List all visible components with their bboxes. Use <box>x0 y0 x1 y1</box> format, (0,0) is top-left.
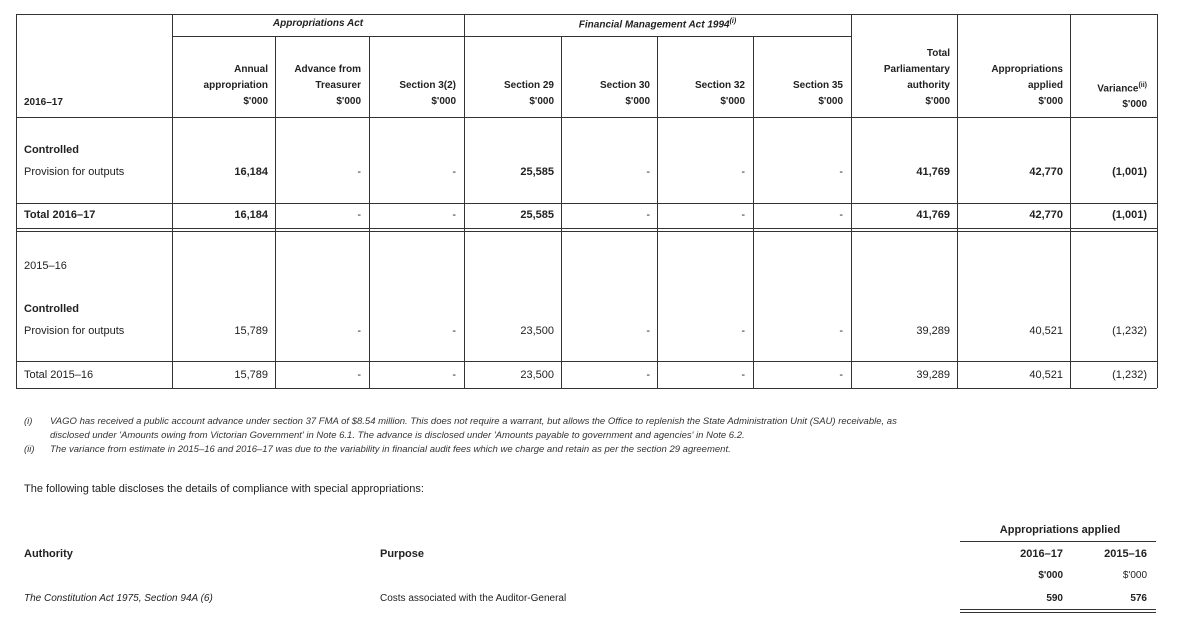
col-header-line: authority <box>907 80 950 91</box>
cell-section-29: 25,585 <box>520 209 554 221</box>
special-group-header: Appropriations applied <box>999 524 1121 536</box>
cell-section-32: - <box>741 325 745 337</box>
group-header-appropriations-act: Appropriations Act <box>272 18 364 29</box>
cell-section-29: 25,585 <box>520 166 554 178</box>
cell-variance: (1,232) <box>1112 369 1147 381</box>
section-controlled-2017: Controlled <box>24 144 79 156</box>
col-header-line: $'000 <box>818 96 843 107</box>
cell-section-3-2: - <box>452 209 456 221</box>
col-header-line: Section 29 <box>503 80 554 91</box>
cell-advance: - <box>357 209 361 221</box>
col-header-line: Total <box>926 48 950 59</box>
cell-section-32: - <box>741 166 745 178</box>
special-value-2: 576 <box>1130 593 1147 604</box>
cell-section-32: - <box>741 209 745 221</box>
cell-annual: 16,184 <box>234 209 268 221</box>
special-unit-2: $'000 <box>1122 570 1147 581</box>
footnote-2-marker: (ii) <box>24 444 35 455</box>
footnote-1-marker: (i) <box>24 416 33 427</box>
cell-applied: 42,770 <box>1029 209 1063 221</box>
cell-section-30: - <box>646 209 650 221</box>
cell-section-29: 23,500 <box>520 325 554 337</box>
col-header-line: $'000 <box>431 96 456 107</box>
special-year-1: 2016–17 <box>1020 548 1063 560</box>
special-purpose-header: Purpose <box>380 548 425 560</box>
cell-section-30: - <box>646 325 650 337</box>
cell-total-authority: 39,289 <box>916 369 950 381</box>
section-year-2016: 2015–16 <box>24 260 67 272</box>
col-header-variance-note: (ii) <box>1138 82 1147 89</box>
cell-advance: - <box>357 325 361 337</box>
footnote-2-line-1: The variance from estimate in 2015–16 and 2016–17 was due to the variability in financial audit fees which we charge and retain as per the section 29 agreement. <box>50 444 731 455</box>
footnote-1-line-1: VAGO has received a public account advance under section 37 FMA of $8.54 million. This does not require a warrant, but allows the Office to replenish the State Administration Unit (SAU) receivable, as <box>50 416 897 427</box>
cell-advance: - <box>357 166 361 178</box>
section-controlled-2016: Controlled <box>24 303 79 315</box>
col-header-line: Treasurer <box>315 80 361 91</box>
special-authority-text: The Constitution Act 1975, Section 94A (6) <box>24 593 213 604</box>
col-header-total-parliamentary-authority <box>854 46 950 110</box>
cell-variance: (1,001) <box>1112 166 1147 178</box>
cell-annual: 15,789 <box>234 369 268 381</box>
col-header-section-29 <box>467 78 554 110</box>
cell-section-3-2: - <box>452 325 456 337</box>
col-header-line: Advance from <box>294 64 361 75</box>
col-header-section-32 <box>660 78 745 110</box>
cell-applied: 40,521 <box>1029 369 1063 381</box>
cell-applied: 42,770 <box>1029 166 1063 178</box>
cell-annual: 15,789 <box>234 325 268 337</box>
special-value-1: 590 <box>1046 593 1063 604</box>
col-header-line: appropriation <box>203 80 268 91</box>
col-header-line: $'000 <box>336 96 361 107</box>
col-header-section-35 <box>756 78 843 110</box>
row-label-provision-2017: Provision for outputs <box>24 166 125 178</box>
col-header-line: Appropriations <box>991 64 1063 75</box>
cell-section-35: - <box>839 209 843 221</box>
cell-section-32: - <box>741 369 745 381</box>
cell-section-29: 23,500 <box>520 369 554 381</box>
col-header-line: $'000 <box>925 96 950 107</box>
cell-section-3-2: - <box>452 166 456 178</box>
row-label-provision-2016: Provision for outputs <box>24 325 125 337</box>
col-header-line: Parliamentary <box>883 64 950 75</box>
group-header-fma-label: Financial Management Act 1994 <box>578 19 730 31</box>
footnote-1 <box>24 415 1164 443</box>
col-header-line: Section 35 <box>792 80 843 91</box>
footnote-2 <box>24 443 1164 457</box>
row-label-total-2016: Total 2015–16 <box>24 369 94 381</box>
row-label-total-2017: Total 2016–17 <box>24 209 96 221</box>
special-year-2: 2015–16 <box>1104 548 1147 560</box>
col-header-line: Section 30 <box>599 80 650 91</box>
cell-section-30: - <box>646 369 650 381</box>
col-header-section-30 <box>564 78 650 110</box>
col-header-variance-label: Variance <box>1097 83 1139 95</box>
intro-text: The following table discloses the details of compliance with special appropriations: <box>24 483 424 495</box>
col-header-variance <box>1073 78 1147 113</box>
cell-total-authority: 39,289 <box>916 325 950 337</box>
col-header-appropriations-applied <box>960 62 1063 110</box>
col-header-line: $'000 <box>1038 96 1063 107</box>
cell-section-35: - <box>839 166 843 178</box>
col-header-line: Annual <box>234 64 268 75</box>
col-header-line: $'000 <box>625 96 650 107</box>
cell-variance: (1,001) <box>1112 209 1147 221</box>
header-year-label: 2016–17 <box>24 97 63 108</box>
col-header-annual-appropriation <box>176 62 268 110</box>
cell-section-30: - <box>646 166 650 178</box>
cell-section-3-2: - <box>452 369 456 381</box>
special-authority-value <box>24 593 213 604</box>
footnotes <box>24 415 1164 457</box>
cell-variance: (1,232) <box>1112 325 1147 337</box>
special-purpose-value: Costs associated with the Auditor-General <box>380 593 567 604</box>
cell-advance: - <box>357 369 361 381</box>
col-header-line: $'000 <box>529 96 554 107</box>
col-header-advance-from-treasurer <box>279 62 361 110</box>
cell-applied: 40,521 <box>1029 325 1063 337</box>
cell-total-authority: 41,769 <box>916 166 950 178</box>
col-header-line <box>1073 78 1147 97</box>
cell-section-35: - <box>839 325 843 337</box>
special-authority-header: Authority <box>24 548 73 560</box>
group-header-fma <box>464 18 851 30</box>
col-header-line: $'000 <box>720 96 745 107</box>
special-unit-1: $'000 <box>1038 570 1063 581</box>
cell-annual: 16,184 <box>234 166 268 178</box>
col-header-line: applied <box>1027 80 1063 91</box>
cell-section-35: - <box>839 369 843 381</box>
footnote-1-line-2: disclosed under 'Amounts owing from Victorian Government' in Note 6.1. The advance is disclosed under 'Amounts payable to government and agencies' in Note 6.2. <box>50 430 745 441</box>
col-header-line: Section 3(2) <box>399 80 456 91</box>
col-header-line: Section 32 <box>694 80 745 91</box>
col-header-section-3-2 <box>372 78 456 110</box>
group-header-fma-note: (i) <box>729 18 737 25</box>
col-header-line: $'000 <box>1122 99 1147 111</box>
cell-total-authority: 41,769 <box>916 209 950 221</box>
col-header-line: $'000 <box>243 96 268 107</box>
